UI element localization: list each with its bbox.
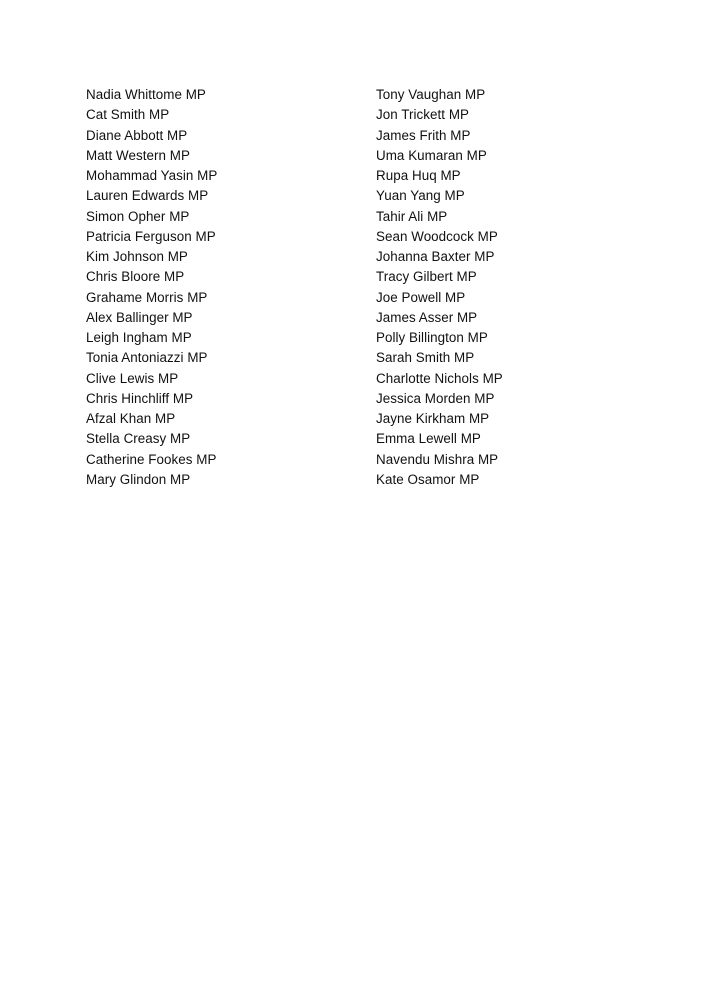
signatory-name: Tracy Gilbert MP xyxy=(376,269,477,285)
signatory-name: Johanna Baxter MP xyxy=(376,249,495,264)
signatory-name: Emma Lewell MP xyxy=(376,431,481,447)
signatory-name: Kate Osamor MP xyxy=(376,471,480,487)
signatory-name: Stella Creasy MP xyxy=(86,431,191,447)
signatory-name: Yuan Yang MP xyxy=(376,188,465,204)
signatory-name: Navendu Mishra MP xyxy=(376,451,499,467)
signatory-name: Tony Vaughan MP xyxy=(376,87,486,102)
signatory-name: Charlotte Nichols MP xyxy=(376,370,503,386)
signatory-name: Afzal Khan MP xyxy=(86,411,176,426)
signatory-name: Joe Powell MP xyxy=(376,289,466,305)
signatory-name: James Asser MP xyxy=(376,309,478,325)
signatory-name: Kim Johnson MP xyxy=(86,249,188,264)
signatory-name: Simon Opher MP xyxy=(86,208,190,224)
signatory-name: Mohammad Yasin MP xyxy=(86,168,218,183)
signatory-name: Catherine Fookes MP xyxy=(86,451,217,467)
signatory-name: Tonia Antoniazzi MP xyxy=(86,350,208,366)
signatory-list-right xyxy=(376,85,636,490)
signatory-name: Nadia Whittome MP xyxy=(86,87,206,102)
signatory-name: Lauren Edwards MP xyxy=(86,188,209,204)
signatory-name: Sean Woodcock MP xyxy=(376,228,498,244)
signatory-list-left xyxy=(86,85,346,490)
signatory-name: Leigh Ingham MP xyxy=(86,330,192,345)
signatory-name: Jon Trickett MP xyxy=(376,107,470,123)
signatory-name: Jayne Kirkham MP xyxy=(376,411,490,426)
signatory-name: Tahir Ali MP xyxy=(376,208,448,224)
signatory-name: Alex Ballinger MP xyxy=(86,309,193,325)
signatory-name: Chris Hinchliff MP xyxy=(86,390,194,406)
signatory-name: James Frith MP xyxy=(376,127,471,143)
signatory-name: Cat Smith MP xyxy=(86,107,170,123)
signatory-name: Sarah Smith MP xyxy=(376,350,475,366)
signatory-name: Jessica Morden MP xyxy=(376,390,495,406)
signatory-name: Mary Glindon MP xyxy=(86,471,191,487)
signatory-name: Uma Kumaran MP xyxy=(376,147,487,163)
signatory-name: Rupa Huq MP xyxy=(376,168,461,183)
signatory-name: Patricia Ferguson MP xyxy=(86,228,216,244)
signatory-name: Diane Abbott MP xyxy=(86,127,188,143)
signatory-name: Clive Lewis MP xyxy=(86,370,179,386)
signatory-name: Matt Western MP xyxy=(86,147,190,163)
signatory-name: Chris Bloore MP xyxy=(86,269,185,285)
signatory-name: Polly Billington MP xyxy=(376,330,488,345)
signatory-name: Grahame Morris MP xyxy=(86,289,208,305)
